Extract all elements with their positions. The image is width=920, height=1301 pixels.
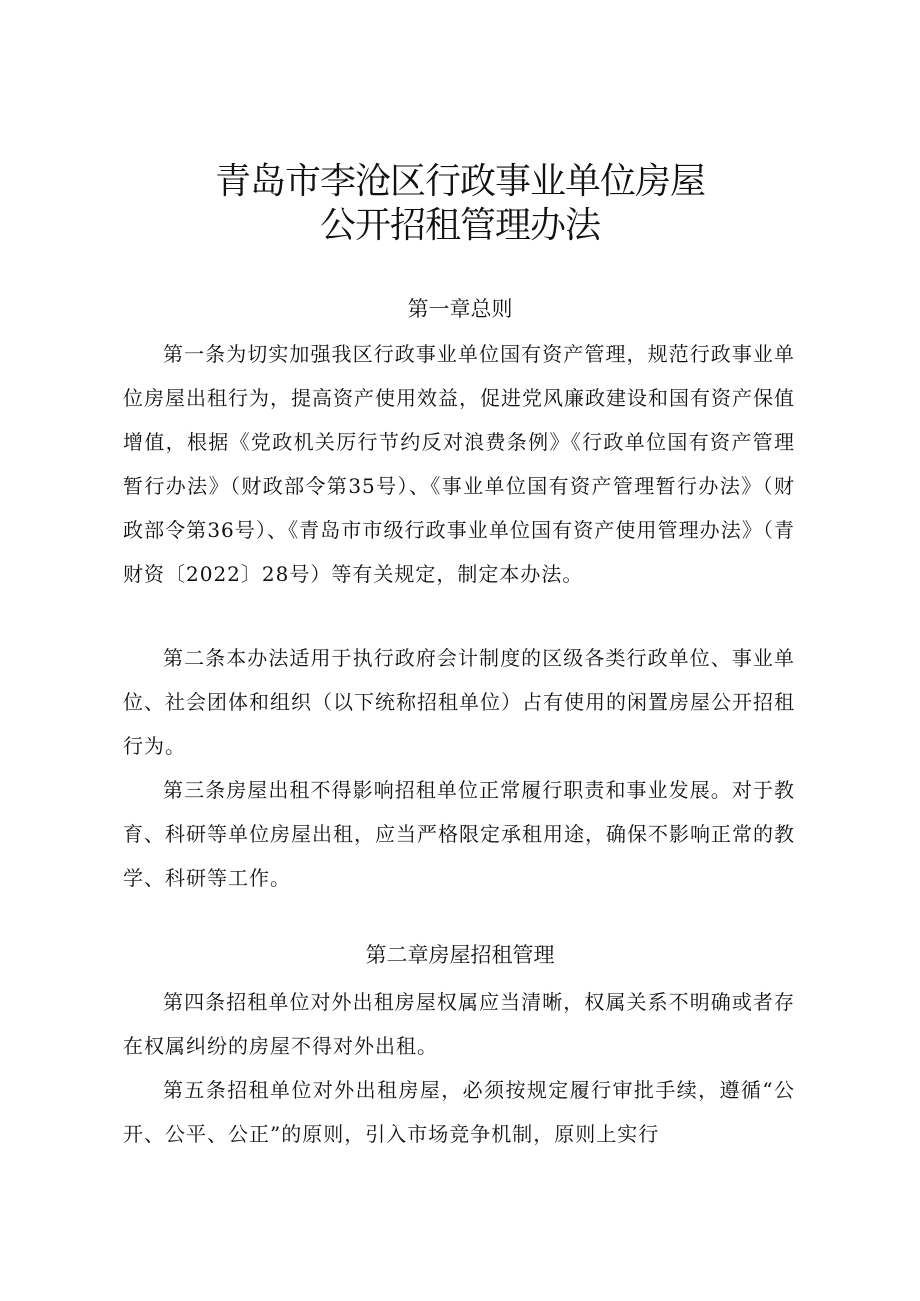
document-title-line-2: 公开招租管理办法 <box>319 205 600 246</box>
chapter-2-heading: 第二章房屋招租管理 <box>365 943 555 967</box>
article-3-paragraph: 第三条房屋出租不得影响招租单位正常履行职责和事业发展。对于教育、科研等单位房屋出租，应当严格限定承租用途，确保不影响正常的教学、科研等工作。 <box>123 778 795 890</box>
article-5-paragraph: 第五条招租单位对外出租房屋，必须按规定履行审批手续，遵循“公开、公平、公正”的原则，引入市场竞争机制，原则上实行 <box>123 1078 795 1146</box>
article-4-paragraph: 第四条招租单位对外出租房屋权属应当清晰，权属关系不明确或者存在权属纠纷的房屋不得对外出租。 <box>123 990 795 1058</box>
chapter-1-heading: 第一章总则 <box>407 297 513 321</box>
document-title-line-1: 青岛市李沧区行政事业单位房屋 <box>214 161 705 202</box>
article-2-paragraph: 第二条本办法适用于执行政府会计制度的区级各类行政单位、事业单位、社会团体和组织（以下统称招租单位）占有使用的闲置房屋公开招租行为。 <box>123 646 795 758</box>
article-1-paragraph: 第一条为切实加强我区行政事业单位国有资产管理，规范行政事业单位房屋出租行为，提高资产使用效益，促进党风廉政建设和国有资产保值增值，根据《党政机关厉行节约反对浪费条例》《行政单位国有资产管理暂行办法》（财政部令第35号）、《事业单位国有资产管理暂行办法》（财政部令第36号）、《青岛市市级行政事业单位国有资产使用管理办法》（青财资〔2022〕28号）等有关规定，制定本办法。 <box>123 342 795 586</box>
